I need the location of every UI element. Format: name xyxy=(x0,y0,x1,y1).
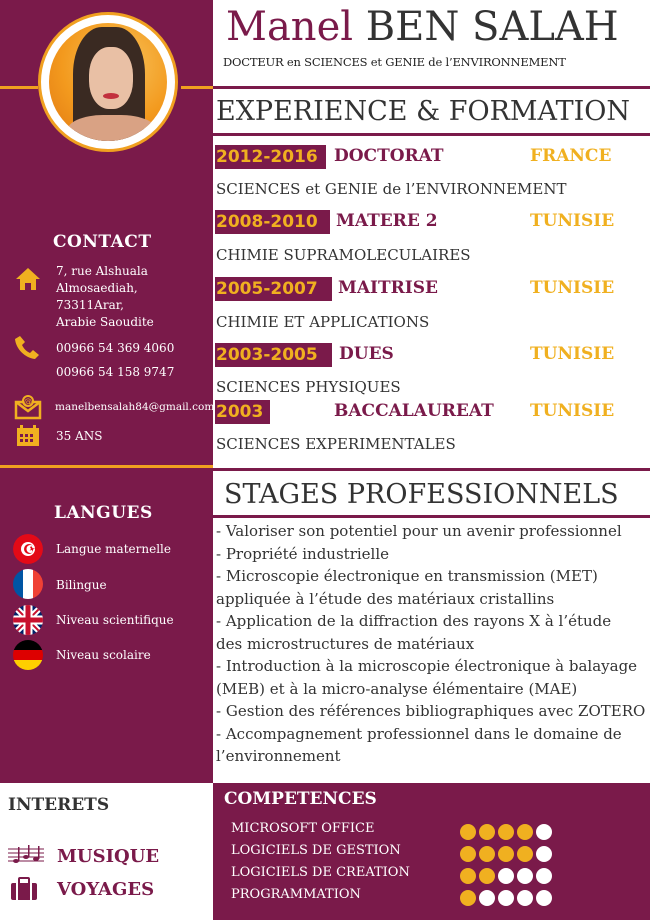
calendar-icon xyxy=(15,424,41,452)
experience-years: 2005-2007 xyxy=(215,277,332,301)
contact-age: 35 ANS xyxy=(56,429,103,443)
contact-email: manelbensalah84@gmail.com xyxy=(55,401,215,413)
langue-label: Bilingue xyxy=(56,578,107,592)
rating-dot-filled xyxy=(460,824,476,840)
rating-dot-empty xyxy=(498,868,514,884)
experience-degree: DOCTORAT xyxy=(334,146,444,166)
contact-divider xyxy=(0,465,213,468)
stage-line: l’environnement xyxy=(216,747,341,765)
stage-line: (MEB) et à la micro-analyse élémentaire (MAE) xyxy=(216,679,578,698)
stages-title: STAGES PROFESSIONNELS xyxy=(224,479,619,510)
competence-label: MICROSOFT OFFICE xyxy=(231,821,375,836)
experience-desc: SCIENCES EXPERIMENTALES xyxy=(216,435,456,453)
rating-dot-empty xyxy=(517,890,533,906)
langues-title: LANGUES xyxy=(54,503,153,523)
rating-dot-filled xyxy=(460,846,476,862)
rating-dot-filled xyxy=(479,846,495,862)
interet-label: VOYAGES xyxy=(57,879,155,900)
photo-divider-left xyxy=(0,86,38,89)
interet-label: MUSIQUE xyxy=(57,846,160,867)
experience-country: TUNISIE xyxy=(530,344,615,364)
rating-dot-empty xyxy=(536,868,552,884)
stage-line: des microstructures de matériaux xyxy=(216,634,475,653)
experience-degree: BACCALAUREAT xyxy=(334,401,494,421)
address-line: 7, rue Alshuala xyxy=(56,264,148,278)
address-line: Arabie Saoudite xyxy=(56,315,154,329)
rating-dot-filled xyxy=(517,846,533,862)
interets-title: INTERETS xyxy=(8,795,110,815)
stage-line: - Valoriser son potentiel pour un avenir professionnel xyxy=(216,522,622,540)
experience-bottom-bar xyxy=(213,133,650,136)
page-title xyxy=(226,4,619,50)
home-icon xyxy=(14,266,42,296)
experience-desc: SCIENCES PHYSIQUES xyxy=(216,378,401,396)
stage-line: - Accompagnement professionnel dans le domaine de xyxy=(216,724,622,743)
experience-degree: MAITRISE xyxy=(338,278,438,298)
contact-title: CONTACT xyxy=(53,232,152,252)
phone-2: 00966 54 158 9747 xyxy=(56,365,175,379)
svg-text:@: @ xyxy=(24,397,32,406)
germany-flag-icon xyxy=(13,640,43,670)
last-name: BEN SALAH xyxy=(365,4,619,50)
profile-photo xyxy=(38,12,178,152)
subtitle: DOCTEUR en SCIENCES et GENIE de l’ENVIRONNEMENT xyxy=(223,55,566,69)
competences-title: COMPETENCES xyxy=(224,789,377,809)
stages-list xyxy=(216,520,650,768)
rating-dot-empty xyxy=(517,868,533,884)
avatar xyxy=(49,23,167,141)
suitcase-icon xyxy=(10,877,38,905)
experience-years: 2003 xyxy=(215,400,270,424)
experience-degree: MATERE 2 xyxy=(336,211,438,231)
stages-top-bar xyxy=(213,468,650,471)
experience-years: 2008-2010 xyxy=(215,210,330,234)
music-icon xyxy=(8,845,44,871)
langue-label: Niveau scientifique xyxy=(56,613,174,627)
experience-desc: SCIENCES et GENIE de l’ENVIRONNEMENT xyxy=(216,180,567,198)
experience-country: FRANCE xyxy=(530,146,612,166)
email-icon xyxy=(14,394,42,424)
rating-dot-filled xyxy=(517,824,533,840)
stages-bottom-bar xyxy=(213,515,650,518)
rating-dot-filled xyxy=(460,868,476,884)
stage-line: - Gestion des références bibliographiques avec ZOTERO xyxy=(216,702,646,720)
stage-line: - Microscopie électronique en transmission (MET) xyxy=(216,567,598,585)
experience-desc: CHIMIE SUPRAMOLECULAIRES xyxy=(216,246,471,264)
competence-label: LOGICIELS DE GESTION xyxy=(231,843,401,858)
experience-years: 2003-2005 xyxy=(215,343,332,367)
rating-dot-empty xyxy=(536,824,552,840)
rating-dot-filled xyxy=(479,868,495,884)
stage-line: - Introduction à la microscopie électronique à balayage xyxy=(216,657,638,675)
stage-line: - Application de la diffraction des rayons X à l’étude xyxy=(216,612,612,630)
rating-dot-filled xyxy=(479,824,495,840)
rating-dot-filled xyxy=(498,824,514,840)
experience-degree: DUES xyxy=(339,344,394,364)
phone-1: 00966 54 369 4060 xyxy=(56,341,175,355)
rating-dot-empty xyxy=(536,890,552,906)
rating-dot-empty xyxy=(479,890,495,906)
phone-icon xyxy=(14,334,40,364)
experience-country: TUNISIE xyxy=(530,211,615,231)
stage-line: - Propriété industrielle xyxy=(216,544,390,563)
rating-dot-empty xyxy=(536,846,552,862)
langue-label: Langue maternelle xyxy=(56,542,171,556)
experience-country: TUNISIE xyxy=(530,401,615,421)
stage-line: appliquée à l’étude des matériaux cristallins xyxy=(216,589,555,608)
france-flag-icon xyxy=(13,569,43,599)
rating-dot-filled xyxy=(498,846,514,862)
rating-dot-empty xyxy=(498,890,514,906)
langue-label: Niveau scolaire xyxy=(56,648,151,662)
rating-dot-filled xyxy=(460,890,476,906)
experience-top-bar xyxy=(213,86,650,89)
uk-flag-icon xyxy=(13,605,43,635)
contact-address xyxy=(56,263,154,331)
first-name: Manel xyxy=(226,4,354,50)
experience-years: 2012-2016 xyxy=(215,145,326,169)
tunisia-flag-icon xyxy=(13,534,43,564)
address-line: 73311Arar, xyxy=(56,298,124,312)
competence-label: LOGICIELS DE CREATION xyxy=(231,865,410,880)
address-line: Almosaediah, xyxy=(56,281,138,295)
competence-label: PROGRAMMATION xyxy=(231,887,361,902)
experience-desc: CHIMIE ET APPLICATIONS xyxy=(216,313,430,331)
photo-divider-right xyxy=(181,86,213,89)
experience-title: EXPERIENCE & FORMATION xyxy=(216,96,631,127)
experience-country: TUNISIE xyxy=(530,278,615,298)
